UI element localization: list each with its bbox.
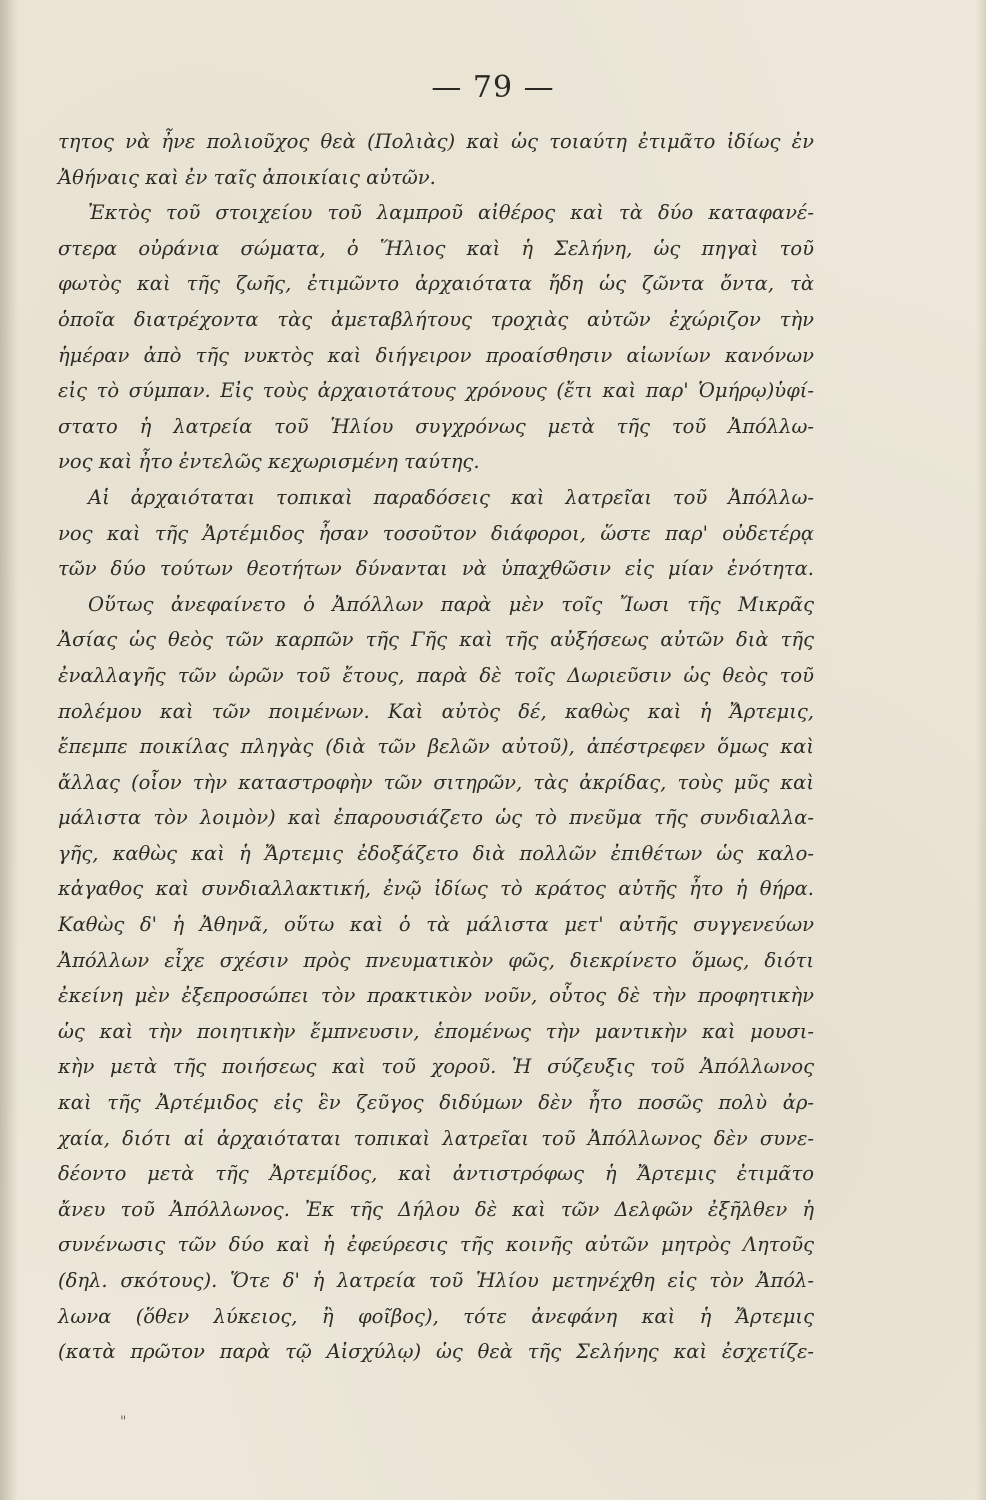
text-line: συνένωσις τῶν δύο καὶ ἡ ἐφεύρεσις τῆς κοινῆς αὐτῶν μητρὸς Λητοῦς	[58, 1233, 814, 1257]
text-line: Καθὼς δ' ἡ Ἀθηνᾶ, οὕτω καὶ ὁ τὰ μάλιστα μετ' αὐτῆς συγγενεύων	[58, 913, 814, 937]
text-line: ἔπεμπε ποικίλας πληγὰς (διὰ τῶν βελῶν αὐτοῦ), ἀπέστρεφεν ὅμως καὶ	[58, 735, 814, 759]
text-line: ἄνευ τοῦ Ἀπόλλωνος. Ἐκ τῆς Δήλου δὲ καὶ τῶν Δελφῶν ἐξῆλθεν ἡ	[58, 1197, 814, 1221]
text-line: μάλιστα τὸν λοιμὸν) καὶ ἐπαρουσιάζετο ὡς τὸ πνεῦμα τῆς συνδιαλλα-	[58, 806, 814, 830]
text-line: ὁποῖα διατρέχοντα τὰς ἀμεταβλήτους τροχιὰς αὐτῶν ἐχώριζον τὴν	[58, 307, 814, 331]
text-line: φωτὸς καὶ τῆς ζωῆς, ἐτιμῶντο ἀρχαιότατα ἤδη ὡς ζῶντα ὄντα, τὰ	[58, 272, 814, 296]
text-line: κὴν μετὰ τῆς ποιήσεως καὶ τοῦ χοροῦ. Ἡ σύζευξις τοῦ Ἀπόλλωνος	[58, 1055, 814, 1079]
text-line: (κατὰ πρῶτον παρὰ τῷ Αἰσχύλῳ) ὡς θεὰ τῆς Σελήνης καὶ ἐσχετίζε-	[58, 1340, 814, 1364]
text-line: Ἀσίας ὡς θεὸς τῶν καρπῶν τῆς Γῆς καὶ τῆς αὐξήσεως αὐτῶν διὰ τῆς	[58, 628, 814, 652]
text-line: Οὕτως ἀνεφαίνετο ὁ Ἀπόλλων παρὰ μὲν τοῖς Ἴωσι τῆς Μικρᾶς	[88, 592, 814, 616]
text-line: Ἀπόλλων εἶχε σχέσιν πρὸς πνευματικὸν φῶς, διεκρίνετο ὅμως, διότι	[58, 948, 814, 972]
text-line: στερα οὐράνια σώματα, ὁ Ἥλιος καὶ ἡ Σελήνη, ὡς πηγαὶ τοῦ	[58, 236, 814, 260]
text-line: ἄλλας (οἷον τὴν καταστροφὴν τῶν σιτηρῶν, τὰς ἀκρίδας, τοὺς μῦς καὶ	[58, 770, 814, 794]
text-line: κἀγαθος καὶ συνδιαλλακτική, ἐνῷ ἰδίως τὸ κράτος αὐτῆς ἦτο ἡ θήρα.	[58, 877, 814, 901]
text-line: στατο ἡ λατρεία τοῦ Ἡλίου συγχρόνως μετὰ τῆς τοῦ Ἀπόλλω-	[58, 414, 814, 438]
text-line: δέοντο μετὰ τῆς Ἀρτεμίδος, καὶ ἀντιστρόφως ἡ Ἄρτεμις ἐτιμᾶτο	[58, 1162, 814, 1186]
body-text	[58, 124, 814, 1370]
text-line: ἡμέραν ἀπὸ τῆς νυκτὸς καὶ διήγειρον προαίσθησιν αἰωνίων κανόνων	[58, 343, 814, 367]
text-line: νος καὶ τῆς Ἀρτέμιδος ἦσαν τοσοῦτον διάφοροι, ὥστε παρ' οὐδετέρᾳ	[58, 521, 814, 545]
text-line: καὶ τῆς Ἀρτέμιδος εἰς ἓν ζεῦγος διδύμων δὲν ἦτο ποσῶς πολὺ ἀρ-	[58, 1091, 814, 1115]
text-line: ἐκείνη μὲν ἐξεπροσώπει τὸν πρακτικὸν νοῦν, οὗτος δὲ τὴν προφητικὴν	[58, 984, 814, 1008]
text-line: ἐναλλαγῆς τῶν ὡρῶν τοῦ ἔτους, παρὰ δὲ τοῖς Δωριεῦσιν ὡς θεὸς τοῦ	[58, 663, 814, 687]
text-line: λωνα (ὅθεν λύκειος, ἢ φοῖβος), τότε ἀνεφάνη καὶ ἡ Ἄρτεμις	[58, 1304, 814, 1328]
text-line: ὡς καὶ τὴν ποιητικὴν ἔμπνευσιν, ἑπομένως τὴν μαντικὴν καὶ μουσι-	[58, 1019, 814, 1043]
text-line: πολέμου καὶ τῶν ποιμένων. Καὶ αὐτὸς δέ, καθὼς καὶ ἡ Ἄρτεμις,	[58, 699, 814, 723]
text-line: Ἐκτὸς τοῦ στοιχείου τοῦ λαμπροῦ αἰθέρος καὶ τὰ δύο καταφανέ-	[88, 201, 814, 225]
page-number: — 79 —	[431, 70, 555, 105]
text-line: τητος νὰ ἦνε πολιοῦχος θεὰ (Πολιὰς) καὶ ὡς τοιαύτη ἐτιμᾶτο ἰδίως ἐν	[58, 130, 814, 153]
text-line: εἰς τὸ σύμπαν. Εἰς τοὺς ἀρχαιοτάτους χρόνους (ἔτι καὶ παρ' Ὁμήρῳ)ὑφί-	[58, 379, 814, 403]
text-line: Ἀθήναις καὶ ἐν ταῖς ἀποικίαις αὐτῶν.	[58, 165, 436, 189]
text-line: χαία, διότι αἱ ἀρχαιόταται τοπικαὶ λατρεῖαι τοῦ Ἀπόλλωνος δὲν συνε-	[58, 1126, 814, 1150]
text-line: νος καὶ ἦτο ἐντελῶς κεχωρισμένη ταύτης.	[58, 450, 480, 474]
text-line: γῆς, καθὼς καὶ ἡ Ἄρτεμις ἐδοξάζετο διὰ πολλῶν ἐπιθέτων ὡς καλο-	[58, 841, 814, 865]
text-line: (δηλ. σκότους). Ὅτε δ' ἡ λατρεία τοῦ Ἡλίου μετηνέχθη εἰς τὸν Ἀπόλ-	[58, 1269, 814, 1292]
text-line: τῶν δύο τούτων θεοτήτων δύνανται νὰ ὑπαχθῶσιν εἰς μίαν ἑνότητα.	[58, 557, 814, 581]
text-line: Αἱ ἀρχαιόταται τοπικαὶ παραδόσεις καὶ λατρεῖαι τοῦ Ἀπόλλω-	[88, 485, 814, 509]
stray-mark: "	[120, 1414, 127, 1430]
